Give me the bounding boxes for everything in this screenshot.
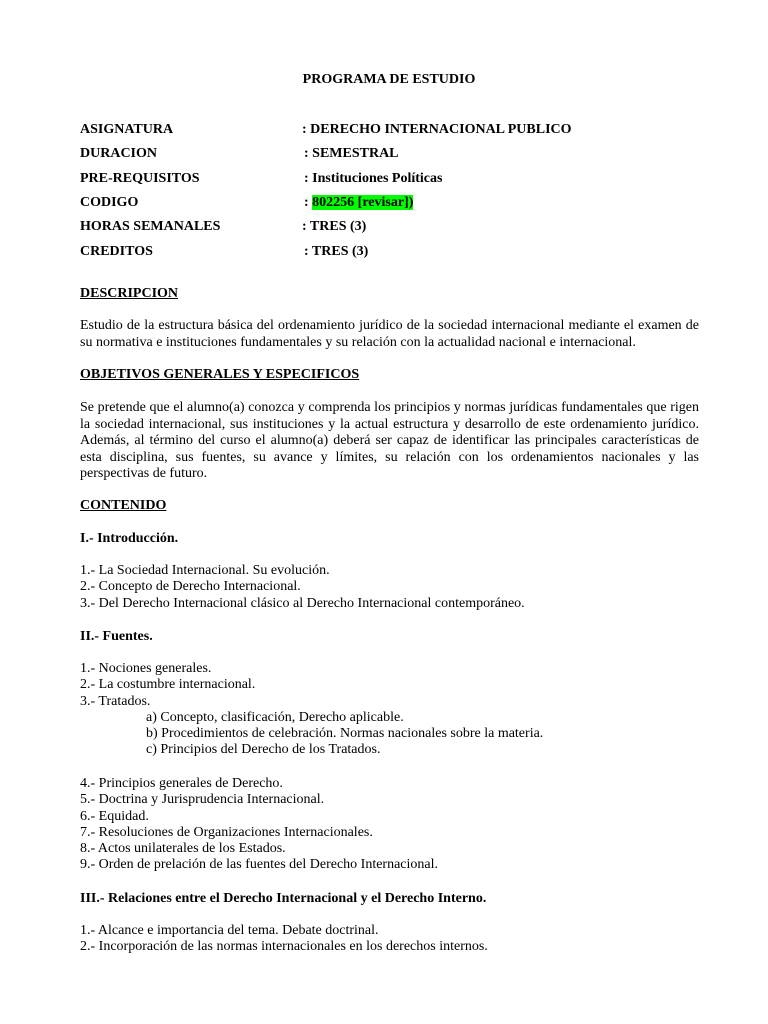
meta-label: CREDITOS [80, 244, 153, 259]
list-item: 1.- La Sociedad Internacional. Su evolución. [80, 563, 330, 578]
objetivos-text: Se pretende que el alumno(a) conozca y comprenda los principios y normas jurídicas fundamentales que rigen la sociedad internacional, sus instituciones y la actual estructura y desarrollo de este ordenamiento jurídico. Además, al término del curso el alumno(a) deberá ser capaz de identificar las principales características de esta disciplina, sus fuentes, su avance y límites, su relación con los ordenamientos nacionales y las perspectivas de futuro. [80, 400, 699, 481]
list-item: 3.- Tratados. [80, 693, 151, 709]
list-sub-item: b) Procedimientos de celebración. Normas nacionales sobre la materia. [146, 726, 544, 742]
list-item: 5.- Doctrina y Jurisprudencia Internacional. [80, 792, 325, 808]
list-item: 9.- Orden de prelación de las fuentes del Derecho Internacional. [80, 857, 439, 873]
meta-label: HORAS SEMANALES [80, 219, 221, 234]
introduccion-list [80, 563, 525, 612]
list-item: 6.- Equidad. [80, 808, 149, 824]
contenido-heading: CONTENIDO [80, 498, 167, 513]
meta-value: : TRES (3) [304, 244, 369, 259]
fuentes-list-b [80, 776, 438, 874]
section-title-fuentes: II.- Fuentes. [80, 629, 153, 644]
list-item: 3.- Del Derecho Internacional clásico al Derecho Internacional contemporáneo. [80, 595, 525, 611]
meta-label: PRE-REQUISITOS [80, 171, 200, 186]
list-item: 4.- Principios generales de Derecho. [80, 776, 283, 791]
section-title-introduccion: I.- Introducción. [80, 531, 179, 546]
meta-row-asignatura [80, 122, 572, 138]
highlighted-code: 802256 [revisar]) [312, 195, 414, 210]
descripcion-heading: DESCRIPCION [80, 286, 179, 301]
list-item: 1.- Alcance e importancia del tema. Debate doctrinal. [80, 923, 379, 938]
descripcion-text: Estudio de la estructura básica del ordenamiento jurídico de la sociedad internacional mediante el examen de su normativa e instituciones fundamentales y su relación con la actualidad nacional e internacional. [80, 318, 699, 350]
objetivos-heading: OBJETIVOS GENERALES Y ESPECIFICOS [80, 367, 360, 382]
list-item: 2.- Concepto de Derecho Internacional. [80, 579, 301, 595]
list-sub-item: c) Principios del Derecho de los Tratados. [146, 742, 381, 758]
section-title-relaciones: III.- Relaciones entre el Derecho Internacional y el Derecho Interno. [80, 891, 487, 906]
meta-value: : Instituciones Políticas [304, 171, 443, 186]
meta-label: CODIGO [80, 195, 139, 210]
meta-value: : TRES (3) [302, 219, 367, 234]
meta-value [304, 195, 413, 211]
list-item: 2.- La costumbre internacional. [80, 677, 256, 693]
page-title: PROGRAMA DE ESTUDIO [302, 72, 476, 87]
list-item: 1.- Nociones generales. [80, 661, 212, 676]
meta-value-prefix: : [304, 195, 313, 210]
list-item: 2.- Incorporación de las normas internacionales en los derechos internos. [80, 939, 488, 955]
meta-row-horas-semanales [80, 219, 367, 235]
list-sub-item: a) Concepto, clasificación, Derecho aplicable. [146, 709, 404, 725]
meta-row-prerequisitos [80, 171, 443, 187]
fuentes-list-a [80, 661, 543, 759]
meta-label: ASIGNATURA [80, 122, 174, 137]
meta-value: : DERECHO INTERNACIONAL PUBLICO [302, 122, 572, 137]
meta-row-codigo [80, 195, 414, 211]
meta-row-duracion [80, 146, 399, 162]
list-item: 8.- Actos unilaterales de los Estados. [80, 841, 286, 857]
list-item: 7.- Resoluciones de Organizaciones Internacionales. [80, 824, 373, 840]
meta-label: DURACION [80, 146, 157, 161]
meta-row-creditos [80, 244, 369, 260]
meta-value: : SEMESTRAL [304, 146, 399, 161]
relaciones-list [80, 923, 488, 956]
